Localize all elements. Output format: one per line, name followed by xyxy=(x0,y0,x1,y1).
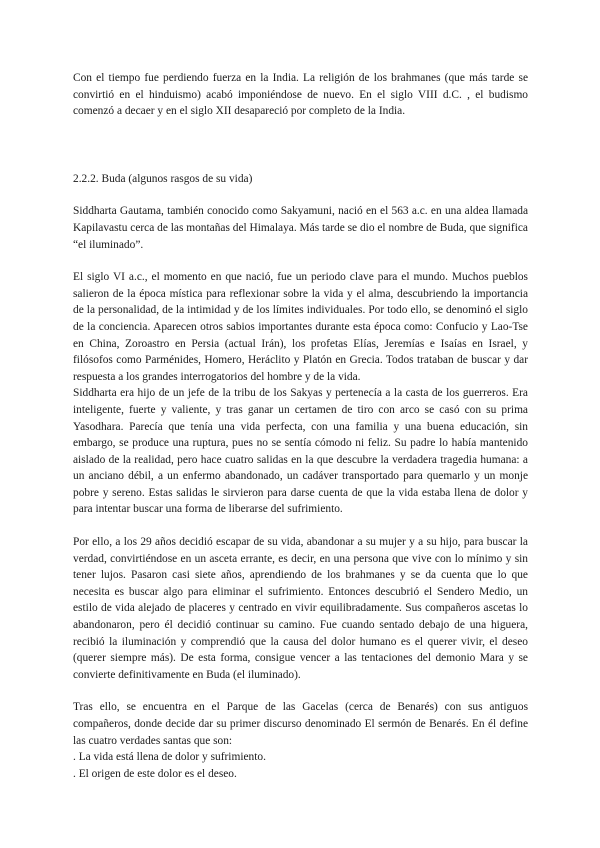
benares-paragraph: Tras ello, se encuentra en el Parque de las Gacelas (cerca de Benarés) con sus antiguos compañeros, donde decide dar su primer discurso denominado El sermón de Benarés. En él define las cuatro verdades santas que son: xyxy=(73,701,528,747)
paragraph-spacer xyxy=(73,253,528,269)
century-paragraph: El siglo VI a.c., el momento en que nació, fue un periodo clave para el mundo. Muchos pueblos salieron de la época mística para reflexionar sobre la vida y el alma, descubriendo la importancia de la personalidad, de la intimidad y de los límites individuales. Por todo ello, se denominó el siglo de la conciencia. Aparecen otros sabios importantes durante esta época como: Confucio y Lao-Tse en China, Zoroastro en Persia (actual Irán), los profetas Elías, Jeremías e Isaías en Israel, y filósofos como Parménides, Homero, Heráclito y Platón en Grecia. Todos trataban de buscar y dar respuesta a los grandes interrogatorios del hombre y de la vida. xyxy=(73,271,528,383)
paragraph-spacer xyxy=(73,683,528,699)
paragraph-spacer xyxy=(73,518,528,534)
paragraph-spacer xyxy=(73,187,528,203)
section-spacer xyxy=(73,120,528,171)
truth-list-item: . La vida está llena de dolor y sufrimiento. xyxy=(73,751,266,764)
document-page xyxy=(73,70,528,782)
birth-paragraph: Siddharta Gautama, también conocido como Sakyamuni, nació en el 563 a.c. en una aldea llamada Kapilavastu cerca de las montañas del Himalaya. Más tarde se dio el nombre de Buda, que significa “el iluminado”. xyxy=(73,205,528,251)
intro-paragraph: Con el tiempo fue perdiendo fuerza en la India. La religión de los brahmanes (que más tarde se convirtió en el hinduismo) acabó imponiéndose de nuevo. En el siglo VIII d.C. , el budismo comenzó a decaer y en el siglo XII desapareció por completo de la India. xyxy=(73,72,528,118)
section-heading: 2.2.2. Buda (algunos rasgos de su vida) xyxy=(73,172,253,185)
truth-list-item: . El origen de este dolor es el deseo. xyxy=(73,767,237,780)
escape-paragraph: Por ello, a los 29 años decidió escapar de su vida, abandonar a su mujer y a su hijo, para buscar la verdad, convirtiéndose en un asceta errante, es decir, en una persona que vive con lo mínimo y sin tener lujos. Pasaron casi siete años, aprendiendo de los brahmanes y se da cuenta que lo que necesita es buscar algo para eliminar el sufrimiento. Entonces descubrió el Sendero Medio, un estilo de vida alejado de placeres y centrado en vivir equilibradamente. Sus compañeros ascetas lo abandonaron, pero él decidió continuar su camino. Fue cuando sentado debajo de una higuera, recibió la iluminación y comprendió que la causa del dolor humano es el querer vivir, el deseo (querer siempre más). De esta forma, consigue vencer a las tentaciones del demonio Mara y se convierte definitivamente en Buda (el iluminado). xyxy=(73,536,528,681)
family-paragraph: Siddharta era hijo de un jefe de la tribu de los Sakyas y pertenecía a la casta de los guerreros. Era inteligente, fuerte y valiente, y tras ganar un certamen de tiro con arco se casó con su prima Yasodhara. Parecía que tenía una vida perfecta, con una familia y una buena educación, sin embargo, se produce una ruptura, pues no se sentía cómodo ni feliz. Su padre lo había mantenido aislado de la realidad, pero hace cuatro salidas en la que descubre la verdadera tragedia humana: a un anciano débil, a un enfermo abandonado, un cadáver transportado para quemarlo y un monje pobre y sereno. Estas salidas le sirvieron para darse cuenta de que la vida estaba llena de dolor y para intentar buscar una forma de liberarse del sufrimiento. xyxy=(73,387,528,516)
